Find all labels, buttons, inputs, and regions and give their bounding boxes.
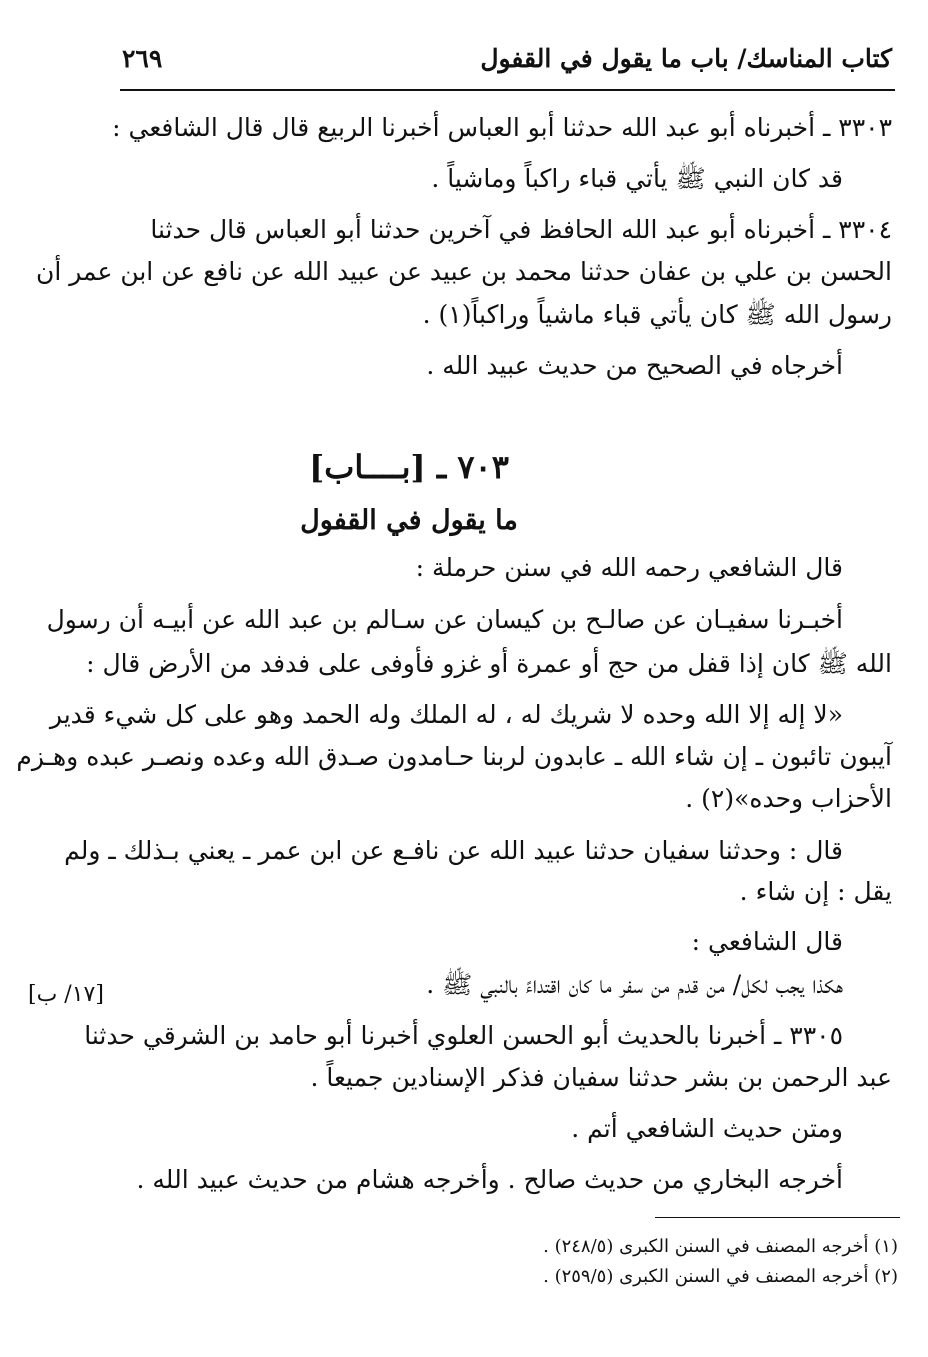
text-line: ومتن حديث الشافعي أتم .	[571, 1114, 843, 1143]
text-line: ٣٣٠٣ ـ أخبرناه أبو عبد الله حدثنا أبو العباس أخبرنا الربيع قال قال الشافعي :	[112, 113, 892, 142]
text-line: قد كان النبي ﷺ يأتي قباء راكباً وماشياً .	[431, 164, 843, 193]
text-line: أخرجاه في الصحيح من حديث عبيد الله .	[426, 351, 843, 380]
text-line: قال الشافعي :	[691, 927, 843, 956]
text-line: قال : وحدثنا سفيان حدثنا عبيد الله عن نافـع عن ابن عمر ـ يعني بـذلك ـ ولم	[64, 836, 843, 865]
header-rule	[120, 89, 895, 91]
footnote: (١) أخرجه المصنف في السنن الكبرى (٢٤٨/٥) .	[543, 1236, 898, 1257]
text-line: هكذا يجب لكل/ من قدم من سفر ما كان اقتداءً بالنبي ﷺ .	[426, 970, 843, 999]
folio-marker: [١٧/ ب]	[28, 982, 104, 1007]
footnote-rule	[655, 1217, 900, 1218]
text-line: رسول الله ﷺ كان يأتي قباء ماشياً وراكباً(١) .	[422, 300, 892, 329]
text-line: الله ﷺ كان إذا قفل من حج أو عمرة أو غزو فأوفى على فدفد من الأرض قال :	[86, 649, 892, 678]
chapter-number: ٧٠٣ ـ [بــــاب]	[309, 448, 509, 486]
text-line: أخرجه البخاري من حديث صالح . وأخرجه هشام من حديث عبيد الله .	[136, 1165, 843, 1194]
footnote: (٢) أخرجه المصنف في السنن الكبرى (٢٥٩/٥) .	[543, 1266, 898, 1287]
text-line: يقل : إن شاء .	[739, 877, 892, 906]
text-line: عبد الرحمن بن بشر حدثنا سفيان فذكر الإسنادين جميعاً .	[310, 1063, 892, 1092]
text-line: الأحزاب وحده»(٢) .	[685, 784, 892, 813]
page-number: ٢٦٩	[122, 44, 163, 73]
text-line: آيبون تائبون ـ إن شاء الله ـ عابدون لربنا حـامدون صـدق الله وعده ونصـر عبده وهـزم	[16, 742, 892, 771]
text-line: الحسن بن علي بن عفان حدثنا محمد بن عبيد عن عبيد الله عن نافع عن ابن عمر أن	[35, 257, 892, 286]
chapter-title: ما يقول في القفول	[300, 505, 518, 536]
text-line: ٣٣٠٤ ـ أخبرناه أبو عبد الله الحافظ في آخرين حدثنا أبو العباس قال حدثنا	[150, 215, 892, 244]
text-line: أخبـرنا سفيـان عن صالـح بن كيسان عن سـالم بن عبد الله عن أبيـه أن رسول	[46, 605, 843, 634]
text-line: ٣٣٠٥ ـ أخبرنا بالحديث أبو الحسن العلوي أخبرنا أبو حامد بن الشرقي حدثنا	[84, 1021, 843, 1050]
running-title: كتاب المناسك/ باب ما يقول في القفول	[480, 44, 892, 73]
text-line: قال الشافعي رحمه الله في سنن حرملة :	[415, 553, 843, 582]
text-line: «لا إله إلا الله وحده لا شريك له ، له الملك وله الحمد وهو على كل شيء قدير	[49, 700, 843, 729]
